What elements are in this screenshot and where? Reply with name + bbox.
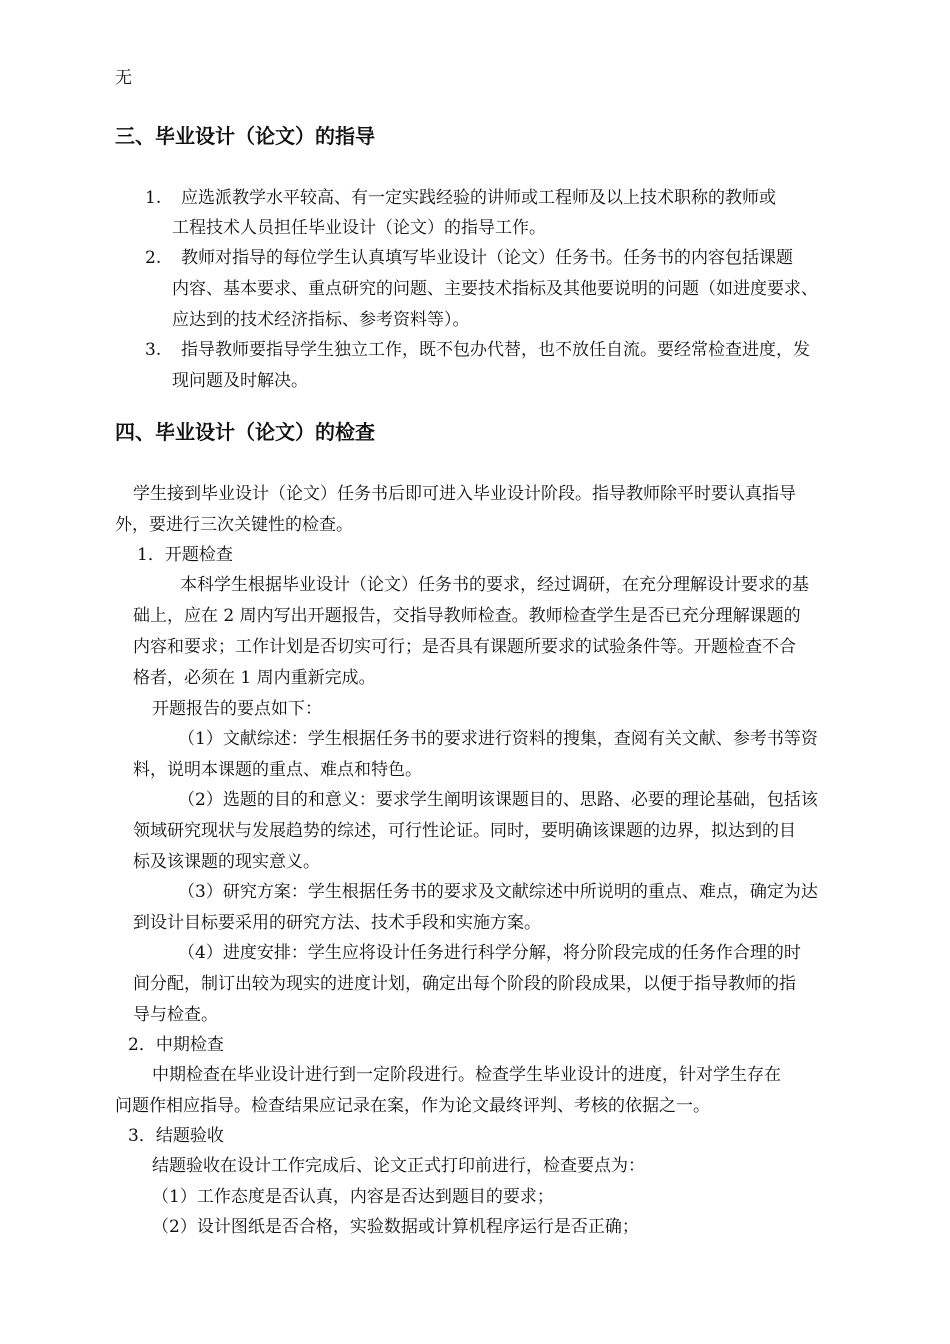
paragraph-line: 结题验收在设计工作完成后、论文正式打印前进行，检查要点为： (152, 1156, 645, 1176)
intro-line: 学生接到毕业设计（论文）任务书后即可进入毕业设计阶段。指导教师除平时要认真指导 (133, 484, 796, 504)
point-line: 导与检查。 (133, 1005, 218, 1025)
point-line: （1）文献综述：学生根据任务书的要求进行资料的搜集，查阅有关文献、参考书等资 (178, 729, 818, 749)
check-3-title: 3．结题验收 (128, 1126, 224, 1146)
list-item-line: 应达到的技术经济指标、参考资料等）。 (172, 310, 470, 330)
point-line: 标及该课题的现实意义。 (133, 852, 320, 872)
paragraph-line: 内容和要求；工作计划是否切实可行；是否具有课题所要求的试验条件等。开题检查不合 (133, 637, 796, 657)
list-item-line: 应选派教学水平较高、有一定实践经验的讲师或工程师及以上技术职称的教师或 (181, 188, 776, 208)
paragraph-line: 本科学生根据毕业设计（论文）任务书的要求，经过调研，在充分理解设计要求的基 (180, 575, 809, 595)
top-note: 无 (115, 68, 132, 88)
section-4-heading: 四、毕业设计（论文）的检查 (115, 420, 375, 444)
check-3-item: （2）设计图纸是否合格，实验数据或计算机程序运行是否正确； (152, 1217, 639, 1237)
points-intro: 开题报告的要点如下： (152, 699, 322, 719)
list-item-line: 工程技术人员担任毕业设计（论文）的指导工作。 (172, 218, 546, 238)
list-item-line: 内容、基本要求、重点研究的问题、主要技术指标及其他要说明的问题（如进度要求、 (172, 279, 818, 299)
section-3-heading: 三、毕业设计（论文）的指导 (115, 124, 375, 148)
check-2-title: 2．中期检查 (128, 1035, 224, 1055)
check-1-title: 1．开题检查 (137, 545, 233, 565)
point-line: 领域研究现状与发展趋势的综述，可行性论证。同时，要明确该课题的边界，拟达到的目 (133, 821, 796, 841)
point-line: （2）选题的目的和意义：要求学生阐明该课题目的、思路、必要的理论基础，包括该 (178, 790, 818, 810)
point-line: 料，说明本课题的重点、难点和特色。 (133, 760, 422, 780)
list-number: 1. (145, 188, 162, 208)
point-line: （4）进度安排：学生应将设计任务进行科学分解，将分阶段完成的任务作合理的时 (178, 943, 801, 963)
point-line: 到设计目标要采用的研究方法、技术手段和实施方案。 (133, 913, 541, 933)
paragraph-line: 中期检查在毕业设计进行到一定阶段进行。检查学生毕业设计的进度，针对学生存在 (152, 1065, 781, 1085)
paragraph-line: 础上，应在 2 周内写出开题报告，交指导教师检查。教师检查学生是否已充分理解课题的 (133, 606, 801, 626)
list-item-line: 指导教师要指导学生独立工作，既不包办代替，也不放任自流。要经常检查进度，发 (181, 340, 810, 360)
point-line: 间分配，制订出较为现实的进度计划，确定出每个阶段的阶段成果，以便于指导教师的指 (133, 974, 796, 994)
list-number: 3. (145, 340, 162, 360)
list-item-line: 教师对指导的每位学生认真填写毕业设计（论文）任务书。任务书的内容包括课题 (181, 248, 793, 268)
intro-line: 外，要进行三次关键性的检查。 (115, 515, 353, 535)
list-number: 2. (145, 248, 162, 268)
paragraph-line: 格者，必须在 1 周内重新完成。 (133, 668, 376, 688)
list-item-line: 现问题及时解决。 (172, 371, 308, 391)
paragraph-line: 问题作相应指导。检查结果应记录在案，作为论文最终评判、考核的依据之一。 (115, 1096, 710, 1116)
point-line: （3）研究方案：学生根据任务书的要求及文献综述中所说明的重点、难点，确定为达 (178, 882, 818, 902)
check-3-item: （1）工作态度是否认真，内容是否达到题目的要求； (152, 1187, 554, 1207)
